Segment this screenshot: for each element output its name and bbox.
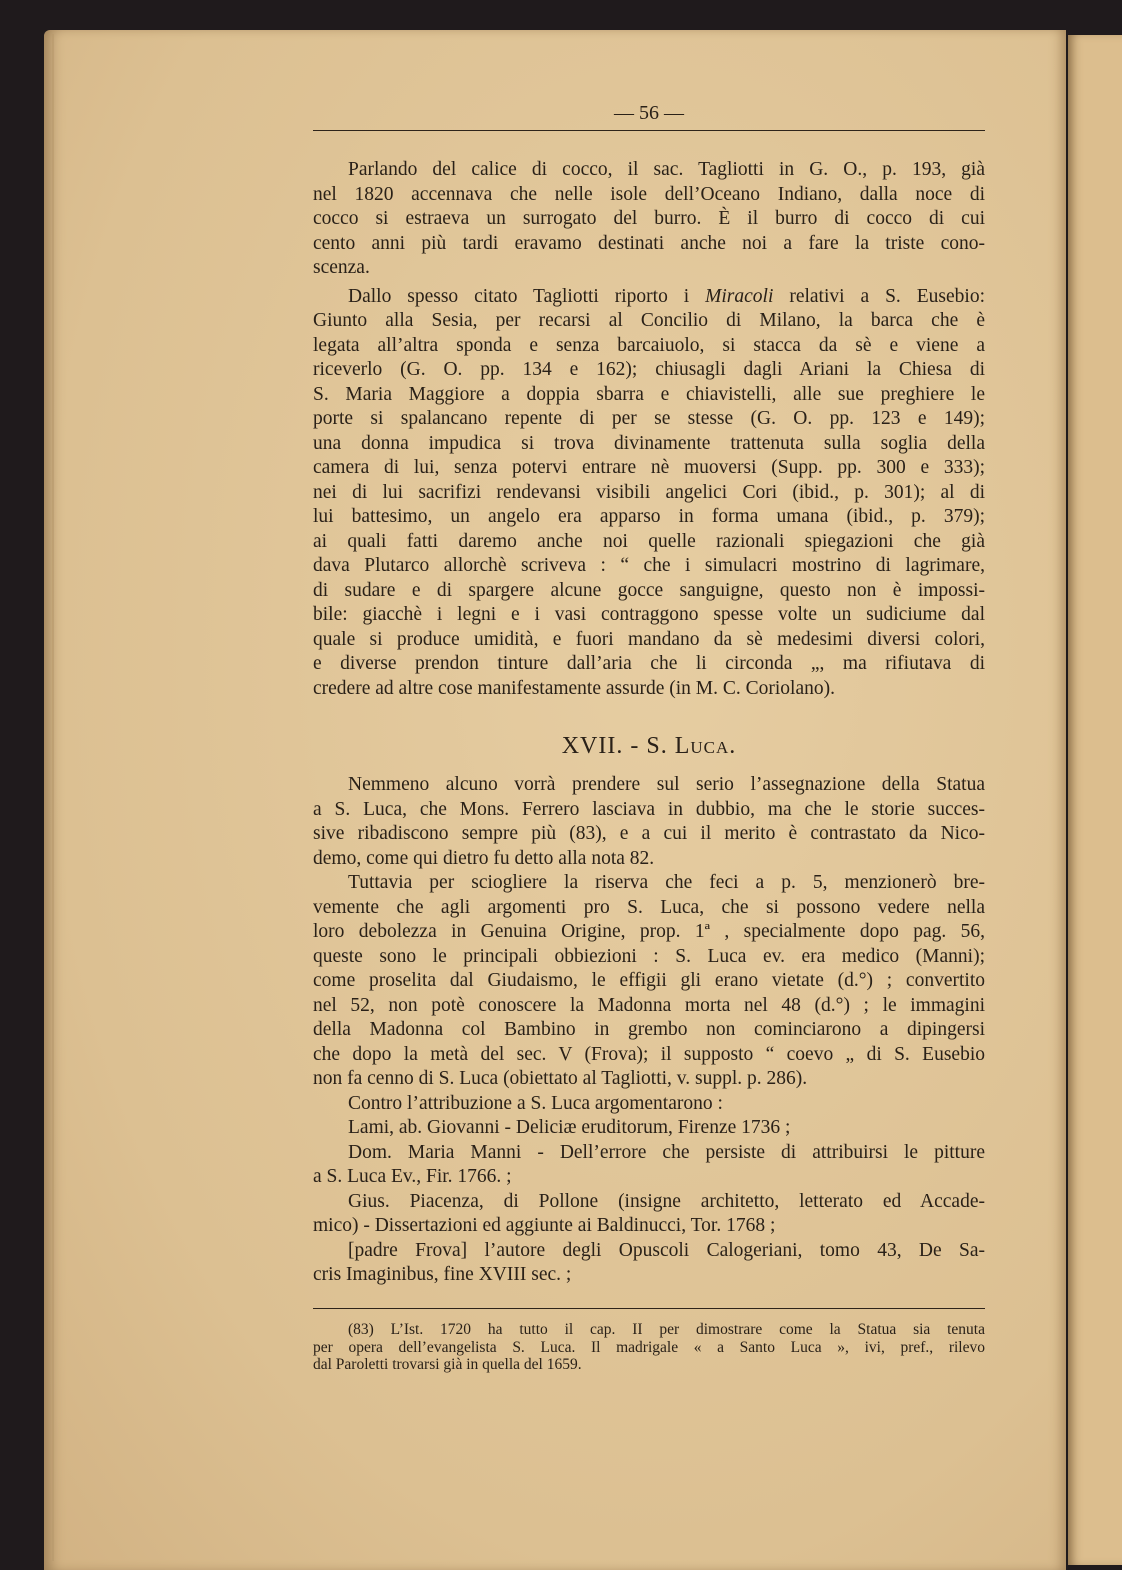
paragraph-line: lui battesimo, un angelo era apparso in forma umana (ibid., p. 379); — [313, 506, 985, 527]
paragraph-1 — [313, 158, 985, 281]
paragraph-line: Giunto alla Sesia, per recarsi al Concilio di Milano, la barca che è — [313, 310, 985, 331]
paragraph-line: per opera dell’evangelista S. Luca. Il madrigale « a Santo Luca », ivi, pref., rilevo — [313, 1338, 985, 1356]
paragraph-2 — [313, 285, 985, 702]
paragraph-4 — [313, 871, 985, 1092]
page-number: — 56 — — [614, 102, 684, 124]
paragraph-line: dal Paroletti trovarsi già in quella del 1659. — [313, 1356, 582, 1373]
footnote-rule — [313, 1308, 985, 1309]
bibliography-entry — [313, 1239, 985, 1288]
paragraph-line: Tuttavia per sciogliere la riserva che feci a p. 5, menzionerò bre- — [348, 872, 985, 893]
footnote-text — [313, 1321, 985, 1374]
paragraph-line: cento anni più tardi eravamo destinati anche noi a fare la triste cono- — [313, 232, 985, 254]
paragraph-line: camera di lui, senza potervi entrare nè muoversi (Supp. pp. 300 e 333); — [313, 457, 985, 478]
paragraph-line: queste sono le principali obbiezioni : S. Luca ev. era medico (Manni); — [313, 945, 985, 967]
paragraph-line: credere ad altre cose manifestamente assurde (in M. C. Coriolano). — [313, 677, 835, 699]
bibliography-entry — [313, 1116, 985, 1141]
paragraph-line: Parlando del calice di cocco, il sac. Tagliotti in G. O., p. 193, già — [348, 159, 985, 180]
italic-title: Miracoli — [705, 285, 774, 307]
page-edge — [52, 34, 70, 1561]
paragraph-line: e diverse prendon tinture dall’aria che li circonda „, ma rifiutava di — [313, 653, 985, 674]
body-text-bottom — [313, 773, 985, 1288]
bibliography-entry — [313, 1190, 985, 1239]
paragraph-line: Dom. Maria Manni - Dell’errore che persiste di attribuirsi le pitture — [348, 1141, 985, 1163]
paragraph-line: che dopo la metà del sec. V (Frova); il supposto “ coevo „ di S. Eusebio — [313, 1043, 985, 1065]
paragraph-line: nel 52, non potè conoscere la Madonna morta nel 48 (d.°) ; le immagini — [313, 994, 985, 1016]
paragraph-line: ai quali fatti daremo anche noi quelle razionali spiegazioni che già — [313, 530, 985, 552]
paragraph-line: riceverlo (G. O. pp. 134 e 162); chiusagli dagli Ariani la Chiesa di — [313, 359, 985, 380]
text-run: Dallo spesso citato Tagliotti riporto i — [348, 285, 706, 307]
paragraph-line: una donna impudica si trova divinamente trattenuta sulla soglia della — [313, 432, 985, 454]
paragraph-line: Lami, ab. Giovanni - Deliciæ eruditorum, Firenze 1736 ; — [348, 1117, 791, 1138]
paragraph-line: nei di lui sacrifizi rendevansi visibili angelici Cori (ibid., p. 301); al di — [313, 481, 985, 503]
section-heading: XVII. - S. Luca. — [561, 733, 737, 759]
paragraph-line: [padre Frova] l’autore degli Opuscoli Calogeriani, tomo 43, De Sa- — [348, 1239, 985, 1261]
paragraph-line: a S. Luca Ev., Fir. 1766. ; — [313, 1166, 512, 1187]
footnote — [313, 1321, 985, 1374]
paragraph-line: a S. Luca, che Mons. Ferrero lasciava in dubbio, ma che le storie succes- — [313, 798, 985, 820]
paragraph-line: quale si produce umidità, e fuori mandano da sè medesimi diversi colori, — [313, 628, 985, 650]
paragraph-line: dava Plutarco allorchè scriveva : “ che i simulacri mostrino di lagrimare, — [313, 555, 985, 576]
header-rule — [313, 130, 985, 131]
paragraph-line: sive ribadiscono sempre più (83), e a cui il merito è contrastato da Nico- — [313, 823, 985, 844]
paragraph-line: mico) - Dissertazioni ed aggiunte ai Baldinucci, Tor. 1768 ; — [313, 1215, 776, 1236]
paragraph-3 — [313, 773, 985, 871]
paragraph-line: bile: giacchè i legni e i vasi contraggono spesse volte un sudiciume dal — [313, 604, 985, 625]
paragraph-line — [313, 285, 985, 310]
paragraph-line: nel 1820 accennava che nelle isole dell’Oceano Indiano, dalla noce di — [313, 183, 985, 205]
paragraph-line: demo, come qui dietro fu detto alla nota 82. — [313, 847, 655, 869]
paragraph-line: di sudare e di spargere alcune gocce sanguigne, questo non è impossi- — [313, 579, 985, 601]
paragraph-line: cris Imaginibus, fine XVIII sec. ; — [313, 1264, 572, 1285]
paragraph-line: Nemmeno alcuno vorrà prendere sul serio l’assegnazione della Statua — [348, 774, 985, 795]
body-text-top — [313, 158, 985, 701]
paragraph-line: porte si spalancano repente di per se stesse (G. O. pp. 123 e 149); — [313, 408, 985, 429]
paragraph-line: (83) L’Ist. 1720 ha tutto il cap. II per dimostrare come la Statua sia tenuta — [348, 1321, 985, 1338]
paragraph-line: scenza. — [313, 257, 370, 278]
paragraph-line: loro debolezza in Genuina Origine, prop. 1ª , specialmente dopo pag. 56, — [313, 921, 985, 942]
paragraph-line: della Madonna col Bambino in grembo non cominciarono a dipingersi — [313, 1019, 985, 1040]
paragraph-2-body — [313, 309, 985, 701]
paragraph-line: come proselita dal Giudaismo, le effigii gli erano vietate (d.°) ; convertito — [313, 970, 985, 991]
paragraph-line: Gius. Piacenza, di Pollone (insigne architetto, letterato ed Accade- — [348, 1190, 985, 1212]
paragraph-line: Contro l’attribuzione a S. Luca argomentarono : — [348, 1092, 723, 1114]
bibliography-entry — [313, 1141, 985, 1190]
adjacent-page-edge — [1068, 35, 1122, 1565]
paragraph-line: cocco si estraeva un surrogato del burro. È il burro di cocco di cui — [313, 208, 985, 229]
paragraph-line: non fa cenno di S. Luca (obiettato al Tagliotti, v. suppl. p. 286). — [313, 1068, 808, 1089]
paragraph-line: S. Maria Maggiore a doppia sbarra e chiavistelli, alle sue preghiere le — [313, 383, 985, 405]
paragraph-line: vemente che agli argomenti pro S. Luca, che si possono vedere nella — [313, 896, 985, 918]
paragraph-5 — [313, 1092, 985, 1117]
paragraph-line: legata all’altra sponda e senza barcaiuolo, si stacca da sè e viene a — [313, 334, 985, 356]
text-run: relativi a S. Eusebio: — [773, 285, 985, 307]
